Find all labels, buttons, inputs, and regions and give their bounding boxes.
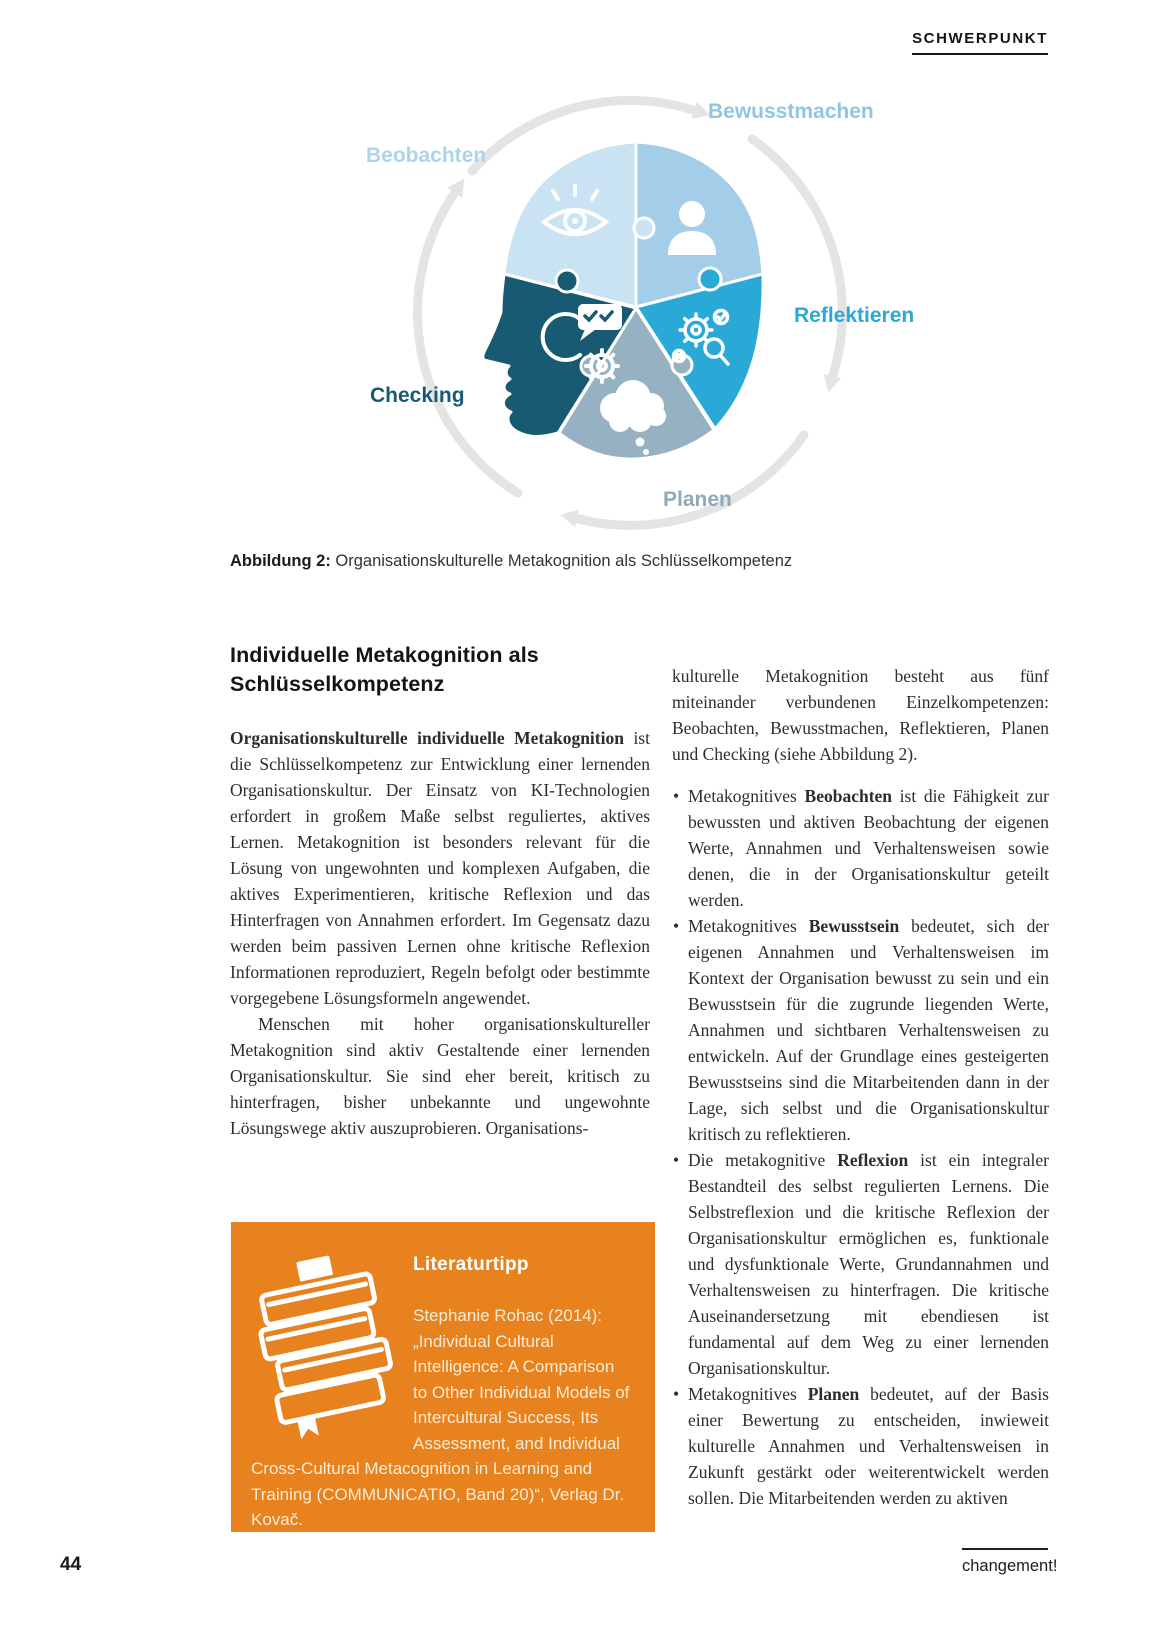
figure-label-reflektieren: Reflektieren	[794, 304, 915, 327]
page-number: 44	[60, 1554, 82, 1575]
literaturtipp-body: Stephanie Rohac (2014): „Individual Cultural Intelligence: A Comparison to Other Individual Models of Intercultural Success, Its Assessment, and Individual Cross-Cultural Metacognition in Learning and Training (COMMUNICATIO, Band 20)“, Verlag Dr. Kovač.	[251, 1306, 630, 1529]
figure-metacognition-cycle	[330, 78, 915, 540]
article-paragraph: Menschen mit hoher organisationskultureller Metakognition sind aktiv Gestaltende einer lernenden Organisationskultur. Sie sind eher bereit, kritisch zu hinterfragen, bisher unbekannte und ungewohnte Lösungswege aktiv auszuprobieren. Organisations-	[230, 1014, 650, 1138]
figure-label-planen: Planen	[663, 488, 732, 511]
article-paragraph: kulturelle Metakognition besteht aus fünf miteinander verbundenen Einzelkompetenzen: Beobachten, Bewusstmachen, Reflektieren, Planen und Checking (siehe Abbildung 2).	[672, 666, 1049, 764]
article-column-right	[672, 663, 1049, 1511]
literaturtipp-heading: Literaturtipp	[413, 1254, 529, 1275]
article-heading: Individuelle Metakognition als Schlüsselkompetenz	[230, 643, 539, 696]
literaturtipp-box	[231, 1222, 655, 1532]
article-column-left	[230, 641, 650, 1141]
journal-name: changement!	[962, 1548, 1048, 1576]
puzzle-knob	[556, 270, 578, 292]
figure-label-beobachten: Beobachten	[366, 144, 487, 167]
puzzle-knob	[699, 268, 721, 290]
section-kicker: SCHWERPUNKT	[912, 30, 1048, 55]
figure-label-bewusstmachen: Bewusstmachen	[708, 100, 874, 123]
puzzle-knob	[634, 218, 654, 238]
bullet-item: • Metakognitives Planen bedeutet, auf der Basis einer Bewertung zu entscheiden, inwieweit kulturelle Annahmen und Verhaltensweisen in Zukunft gestärkt oder weiterentwickelt werden sollen. Die Mitarbeitenden werden zu aktiven	[672, 1381, 1049, 1511]
books-stack-icon	[251, 1242, 401, 1440]
bullet-item: • Metakognitives Beobachten ist die Fähigkeit zur bewussten und aktiven Beobachtung der eigenen Werte, Annahmen und Verhaltensweisen sowie denen, die in der Organisationskultur geteilt werden.	[672, 783, 1049, 913]
article-paragraph: Organisationskulturelle individuelle Metakognition ist die Schlüsselkompetenz zur Entwicklung einer lernenden Organisationskultur. Der Einsatz von KI-Technologien erfordert in großem Maße selbst reguliertes, aktives Lernen. Metakognition ist besonders relevant für die Lösung von ungewohnten und komplexen Aufgaben, die aktives Experimentieren, kritische Reflexion und das Hinterfragen von Annahmen erfordert. Im Gegensatz dazu werden beim passiven Lernen ohne kritische Reflexion Informationen reproduziert, Regeln befolgt oder bestimmte vorgegebene Lösungsformeln angewendet.	[230, 728, 650, 1008]
figure-caption: Abbildung 2: Organisationskulturelle Metakognition als Schlüsselkompetenz	[230, 552, 793, 570]
competency-bullet-list	[672, 783, 1049, 1511]
bullet-item: • Die metakognitive Reflexion ist ein integraler Bestandteil des selbst regulierten Lernens. Die Selbstreflexion und die kritische Reflexion der Organisationskultur ermöglichen es, funktionale und dysfunktionale Werte, Grundannahmen und Verhaltensweisen zu hinterfragen. Die kritische Auseinandersetzung mit ebendiesen ist fundamental auf dem Weg zu einer lernenden Organisationskultur.	[672, 1147, 1049, 1381]
bullet-item: • Metakognitives Bewusstsein bedeutet, sich der eigenen Annahmen und Verhaltensweisen im Kontext der Organisation bewusst zu sein und ein Bewusstsein für die zugrunde liegenden Werte, Annahmen und sichtbaren Verhaltensweisen zu entwickeln. Auf der Grundlage eines gesteigerten Bewusstseins sind die Mitarbeitenden dann in der Lage, sich selbst und die Organisationskultur kritisch zu reflektieren.	[672, 913, 1049, 1147]
figure-label-checking: Checking	[370, 384, 465, 407]
